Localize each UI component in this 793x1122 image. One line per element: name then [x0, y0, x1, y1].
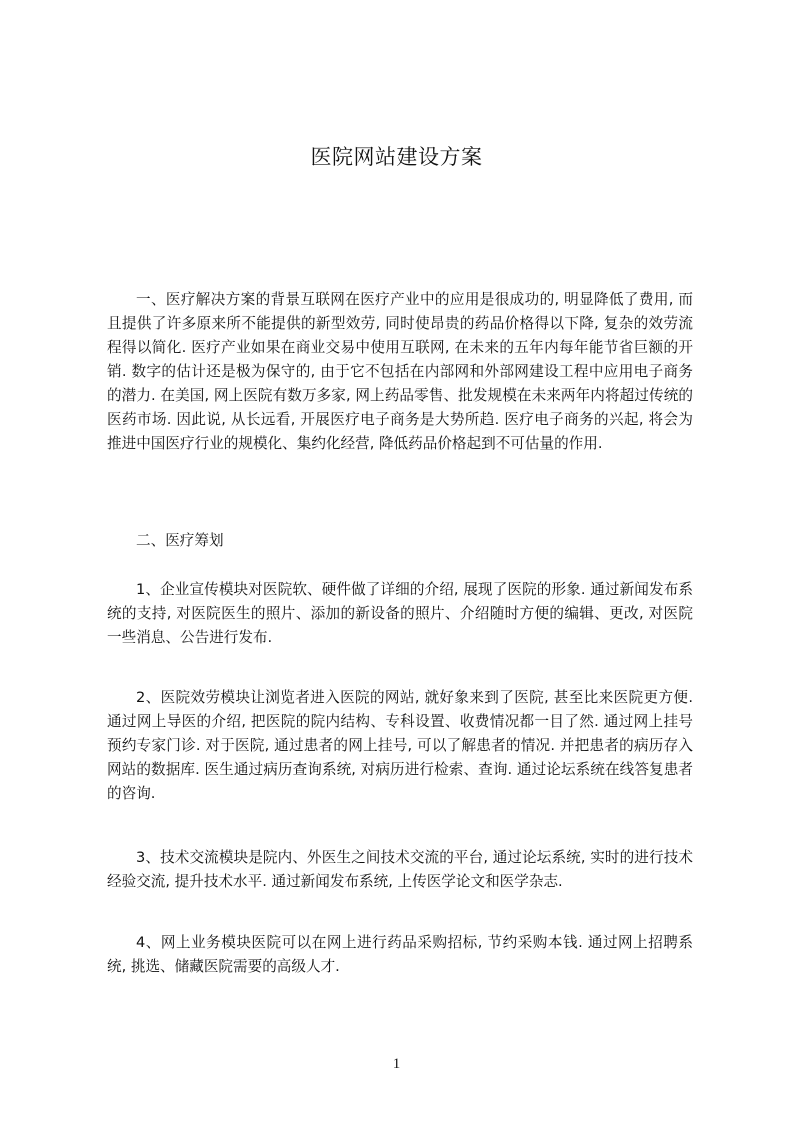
document-title: 医院网站建设方案 [310, 145, 483, 169]
section-heading-planning: 二、医疗筹划 [136, 532, 224, 549]
paragraph-background: 一、医疗解决方案的背景互联网在医疗产业中的应用是很成功的, 明显降低了费用, 而且提供了许多原来所不能提供的新型效劳, 同时使昂贵的药品价格得以下降, 复杂的效劳流程得以简化. 医疗产业如果在商业交易中使用互联网, 在未来的五年内每年能节省巨额的开销. 数字的估计还是极为保守的, 由于它不包括在内部网和外部网建设工程中应用电子商务的潜力. 在美国, 网上医院有数万多家, 网上药品零售、批发规模在未来两年内将超过传统的医药市场. 因此说, 从长远看, 开展医疗电子商务是大势所趋. 医疗电子商务的兴起, 将会为推进中国医疗行业的规模化、集约化经营, 降低药品价格起到不可估量的作用. [107, 291, 693, 452]
paragraph-service-module: 2、医院效劳模块让浏览者进入医院的网站, 就好象来到了医院, 甚至比来医院更方便. 通过网上导医的介绍, 把医院的院内结构、专科设置、收费情况都一目了然. 通过网上挂号预约专家门诊. 对于医院, 通过患者的网上挂号, 可以了解患者的情况. 并把患者的病历存入网站的数据库. 医生通过病历查询系统, 对病历进行检索、查询. 通过论坛系统在线答复患者的咨询. [107, 689, 693, 802]
paragraph-promotion-module: 1、企业宣传模块对医院软、硬件做了详细的介绍, 展现了医院的形象. 通过新闻发布系统的支持, 对医院医生的照片、添加的新设备的照片、介绍随时方便的编辑、更改, 对医院一些消息、公告进行发布. [107, 581, 693, 646]
paragraph-tech-exchange-module: 3、技术交流模块是院内、外医生之间技术交流的平台, 通过论坛系统, 实时的进行技术经验交流, 提升技术水平. 通过新闻发布系统, 上传医学论文和医学杂志. [107, 849, 693, 890]
paragraph-online-business-module: 4、网上业务模块医院可以在网上进行药品采购招标, 节约采购本钱. 通过网上招聘系统, 挑选、储藏医院需要的高级人才. [107, 934, 693, 975]
page-number: 1 [392, 1056, 401, 1072]
